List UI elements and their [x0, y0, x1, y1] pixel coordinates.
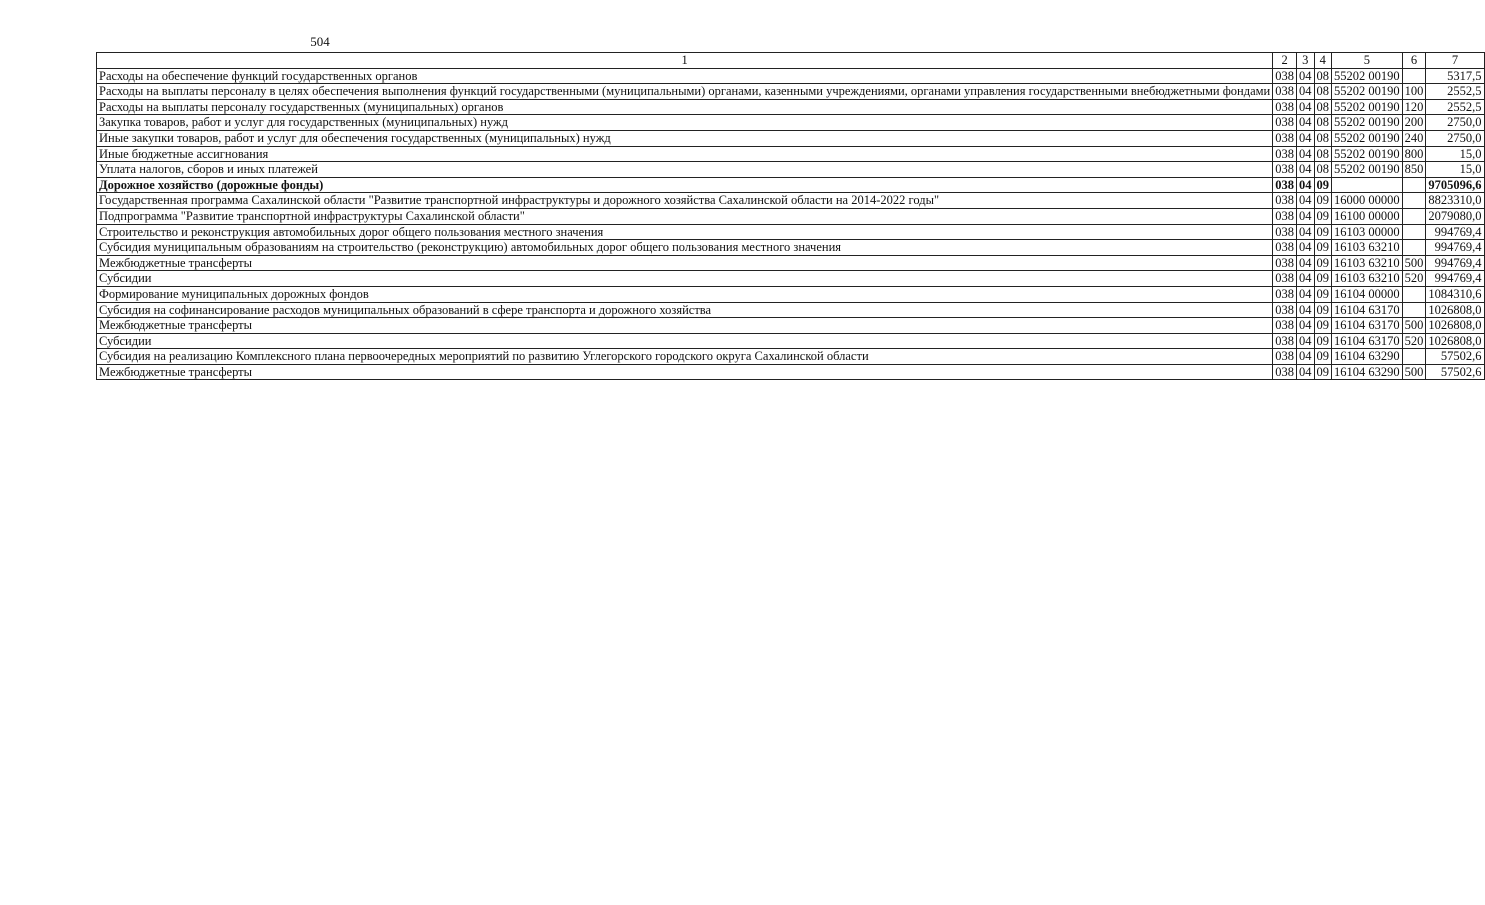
cell-expense-type: 500: [1402, 364, 1426, 380]
cell-subsection: 09: [1314, 224, 1332, 240]
table-row: [97, 99, 1485, 115]
cell-subsection: 09: [1314, 240, 1332, 256]
cell-name: Иные закупки товаров, работ и услуг для обеспечения государственных (муниципальных) нужд: [97, 130, 1273, 146]
cell-section: 04: [1297, 318, 1315, 334]
cell-admin-code: 038: [1273, 271, 1297, 287]
cell-subsection: 08: [1314, 146, 1332, 162]
cell-admin-code: 038: [1273, 177, 1297, 193]
cell-section: 04: [1297, 177, 1315, 193]
cell-admin-code: 038: [1273, 193, 1297, 209]
cell-subsection: 08: [1314, 99, 1332, 115]
cell-admin-code: 038: [1273, 208, 1297, 224]
table-row: [97, 193, 1485, 209]
cell-amount: 2552,5: [1426, 99, 1484, 115]
cell-target-article: 16104 63290: [1332, 364, 1403, 380]
cell-name: Межбюджетные трансферты: [97, 318, 1273, 334]
cell-expense-type: [1402, 193, 1426, 209]
cell-target-article: 55202 00190: [1332, 99, 1403, 115]
table-row: [97, 333, 1485, 349]
column-header: 5: [1332, 53, 1403, 69]
cell-subsection: 08: [1314, 84, 1332, 100]
cell-amount: 5317,5: [1426, 68, 1484, 84]
cell-name: Расходы на обеспечение функций государственных органов: [97, 68, 1273, 84]
cell-amount: 15,0: [1426, 162, 1484, 178]
cell-name: Субсидии: [97, 333, 1273, 349]
cell-section: 04: [1297, 333, 1315, 349]
cell-amount: 2750,0: [1426, 115, 1484, 131]
column-header: 2: [1273, 53, 1297, 69]
cell-name: Субсидия на реализацию Комплексного плана первоочередных мероприятий по развитию Углегорского городского округа Сахалинской области: [97, 349, 1273, 365]
cell-name: Дорожное хозяйство (дорожные фонды): [97, 177, 1273, 193]
cell-name: Иные бюджетные ассигнования: [97, 146, 1273, 162]
budget-table: [96, 52, 1485, 380]
table-row: [97, 68, 1485, 84]
cell-target-article: 16104 63170: [1332, 302, 1403, 318]
cell-admin-code: 038: [1273, 302, 1297, 318]
cell-target-article: 16103 00000: [1332, 224, 1403, 240]
cell-admin-code: 038: [1273, 349, 1297, 365]
cell-expense-type: [1402, 208, 1426, 224]
cell-target-article: 55202 00190: [1332, 146, 1403, 162]
cell-admin-code: 038: [1273, 99, 1297, 115]
table-row: [97, 224, 1485, 240]
cell-subsection: 09: [1314, 302, 1332, 318]
cell-expense-type: 500: [1402, 318, 1426, 334]
cell-section: 04: [1297, 84, 1315, 100]
cell-section: 04: [1297, 240, 1315, 256]
cell-name: Расходы на выплаты персоналу государственных (муниципальных) органов: [97, 99, 1273, 115]
cell-section: 04: [1297, 68, 1315, 84]
cell-admin-code: 038: [1273, 115, 1297, 131]
cell-subsection: 09: [1314, 177, 1332, 193]
cell-target-article: 16104 63290: [1332, 349, 1403, 365]
cell-admin-code: 038: [1273, 318, 1297, 334]
cell-admin-code: 038: [1273, 364, 1297, 380]
cell-name: Закупка товаров, работ и услуг для государственных (муниципальных) нужд: [97, 115, 1273, 131]
cell-name: Межбюджетные трансферты: [97, 255, 1273, 271]
cell-subsection: 09: [1314, 364, 1332, 380]
cell-admin-code: 038: [1273, 333, 1297, 349]
cell-target-article: 16103 63210: [1332, 271, 1403, 287]
cell-expense-type: [1402, 302, 1426, 318]
table-row: [97, 349, 1485, 365]
cell-target-article: 16103 63210: [1332, 255, 1403, 271]
cell-name: Субсидии: [97, 271, 1273, 287]
cell-expense-type: 520: [1402, 333, 1426, 349]
cell-amount: 57502,6: [1426, 364, 1484, 380]
cell-name: Подпрограмма "Развитие транспортной инфраструктуры Сахалинской области": [97, 208, 1273, 224]
table-body: [97, 68, 1485, 380]
column-header: 1: [97, 53, 1273, 69]
cell-name: Субсидия на софинансирование расходов муниципальных образований в сфере транспорта и дорожного хозяйства: [97, 302, 1273, 318]
table-row: [97, 286, 1485, 302]
cell-amount: 994769,4: [1426, 240, 1484, 256]
cell-amount: 9705096,6: [1426, 177, 1484, 193]
cell-admin-code: 038: [1273, 146, 1297, 162]
column-header: 6: [1402, 53, 1426, 69]
cell-section: 04: [1297, 99, 1315, 115]
column-header: 7: [1426, 53, 1484, 69]
cell-section: 04: [1297, 208, 1315, 224]
cell-section: 04: [1297, 364, 1315, 380]
cell-name: Межбюджетные трансферты: [97, 364, 1273, 380]
cell-expense-type: 850: [1402, 162, 1426, 178]
cell-target-article: 55202 00190: [1332, 162, 1403, 178]
table-row: [97, 271, 1485, 287]
column-header: 3: [1297, 53, 1315, 69]
table-row: [97, 162, 1485, 178]
cell-target-article: 55202 00190: [1332, 130, 1403, 146]
cell-name: Субсидия муниципальным образованиям на строительство (реконструкцию) автомобильных дорог общего пользования местного значения: [97, 240, 1273, 256]
cell-expense-type: [1402, 177, 1426, 193]
cell-admin-code: 038: [1273, 130, 1297, 146]
cell-admin-code: 038: [1273, 84, 1297, 100]
cell-section: 04: [1297, 146, 1315, 162]
cell-expense-type: 100: [1402, 84, 1426, 100]
cell-subsection: 08: [1314, 68, 1332, 84]
cell-target-article: 55202 00190: [1332, 84, 1403, 100]
cell-subsection: 09: [1314, 318, 1332, 334]
cell-section: 04: [1297, 286, 1315, 302]
cell-expense-type: 200: [1402, 115, 1426, 131]
cell-name: Государственная программа Сахалинской области "Развитие транспортной инфраструктуры и дорожного хозяйства Сахалинской области на 2014-2022 годы": [97, 193, 1273, 209]
cell-subsection: 09: [1314, 208, 1332, 224]
cell-section: 04: [1297, 271, 1315, 287]
cell-expense-type: [1402, 349, 1426, 365]
cell-name: Формирование муниципальных дорожных фондов: [97, 286, 1273, 302]
cell-target-article: [1332, 177, 1403, 193]
cell-subsection: 09: [1314, 286, 1332, 302]
cell-subsection: 09: [1314, 333, 1332, 349]
cell-amount: 1084310,6: [1426, 286, 1484, 302]
cell-amount: 994769,4: [1426, 224, 1484, 240]
cell-admin-code: 038: [1273, 162, 1297, 178]
cell-section: 04: [1297, 115, 1315, 131]
cell-admin-code: 038: [1273, 224, 1297, 240]
cell-expense-type: 240: [1402, 130, 1426, 146]
table-row: [97, 177, 1485, 193]
cell-amount: 1026808,0: [1426, 302, 1484, 318]
cell-subsection: 09: [1314, 255, 1332, 271]
cell-target-article: 55202 00190: [1332, 115, 1403, 131]
table-row: [97, 208, 1485, 224]
cell-subsection: 09: [1314, 193, 1332, 209]
cell-admin-code: 038: [1273, 286, 1297, 302]
cell-amount: 1026808,0: [1426, 333, 1484, 349]
cell-amount: 8823310,0: [1426, 193, 1484, 209]
cell-subsection: 09: [1314, 349, 1332, 365]
cell-section: 04: [1297, 193, 1315, 209]
table-row: [97, 115, 1485, 131]
cell-expense-type: 500: [1402, 255, 1426, 271]
cell-name: Расходы на выплаты персоналу в целях обеспечения выполнения функций государственными (муниципальными) органами, казенными учреждениями, органами управления государственными внебюджетными фондами: [97, 84, 1273, 100]
cell-expense-type: 520: [1402, 271, 1426, 287]
cell-amount: 994769,4: [1426, 255, 1484, 271]
cell-section: 04: [1297, 162, 1315, 178]
cell-amount: 1026808,0: [1426, 318, 1484, 334]
cell-expense-type: [1402, 240, 1426, 256]
cell-expense-type: 800: [1402, 146, 1426, 162]
cell-name: Уплата налогов, сборов и иных платежей: [97, 162, 1273, 178]
page-number: 504: [310, 34, 330, 49]
table-row: [97, 364, 1485, 380]
table-row: [97, 146, 1485, 162]
table-row: [97, 318, 1485, 334]
table-row: [97, 302, 1485, 318]
cell-amount: 2552,5: [1426, 84, 1484, 100]
cell-section: 04: [1297, 130, 1315, 146]
column-header: 4: [1314, 53, 1332, 69]
table-row: [97, 84, 1485, 100]
cell-expense-type: [1402, 224, 1426, 240]
cell-subsection: 08: [1314, 115, 1332, 131]
cell-expense-type: [1402, 286, 1426, 302]
cell-admin-code: 038: [1273, 68, 1297, 84]
cell-target-article: 55202 00190: [1332, 68, 1403, 84]
cell-target-article: 16104 63170: [1332, 333, 1403, 349]
table-row: [97, 255, 1485, 271]
cell-amount: 57502,6: [1426, 349, 1484, 365]
cell-target-article: 16104 63170: [1332, 318, 1403, 334]
header-row: [97, 53, 1485, 69]
cell-target-article: 16103 63210: [1332, 240, 1403, 256]
cell-section: 04: [1297, 302, 1315, 318]
cell-expense-type: [1402, 68, 1426, 84]
cell-target-article: 16100 00000: [1332, 208, 1403, 224]
cell-admin-code: 038: [1273, 240, 1297, 256]
cell-amount: 2079080,0: [1426, 208, 1484, 224]
cell-target-article: 16104 00000: [1332, 286, 1403, 302]
table-row: [97, 130, 1485, 146]
cell-amount: 2750,0: [1426, 130, 1484, 146]
cell-name: Строительство и реконструкция автомобильных дорог общего пользования местного значения: [97, 224, 1273, 240]
cell-subsection: 08: [1314, 130, 1332, 146]
cell-subsection: 09: [1314, 271, 1332, 287]
table-row: [97, 240, 1485, 256]
cell-section: 04: [1297, 224, 1315, 240]
cell-section: 04: [1297, 349, 1315, 365]
cell-admin-code: 038: [1273, 255, 1297, 271]
cell-target-article: 16000 00000: [1332, 193, 1403, 209]
cell-subsection: 08: [1314, 162, 1332, 178]
cell-expense-type: 120: [1402, 99, 1426, 115]
cell-section: 04: [1297, 255, 1315, 271]
cell-amount: 994769,4: [1426, 271, 1484, 287]
cell-amount: 15,0: [1426, 146, 1484, 162]
